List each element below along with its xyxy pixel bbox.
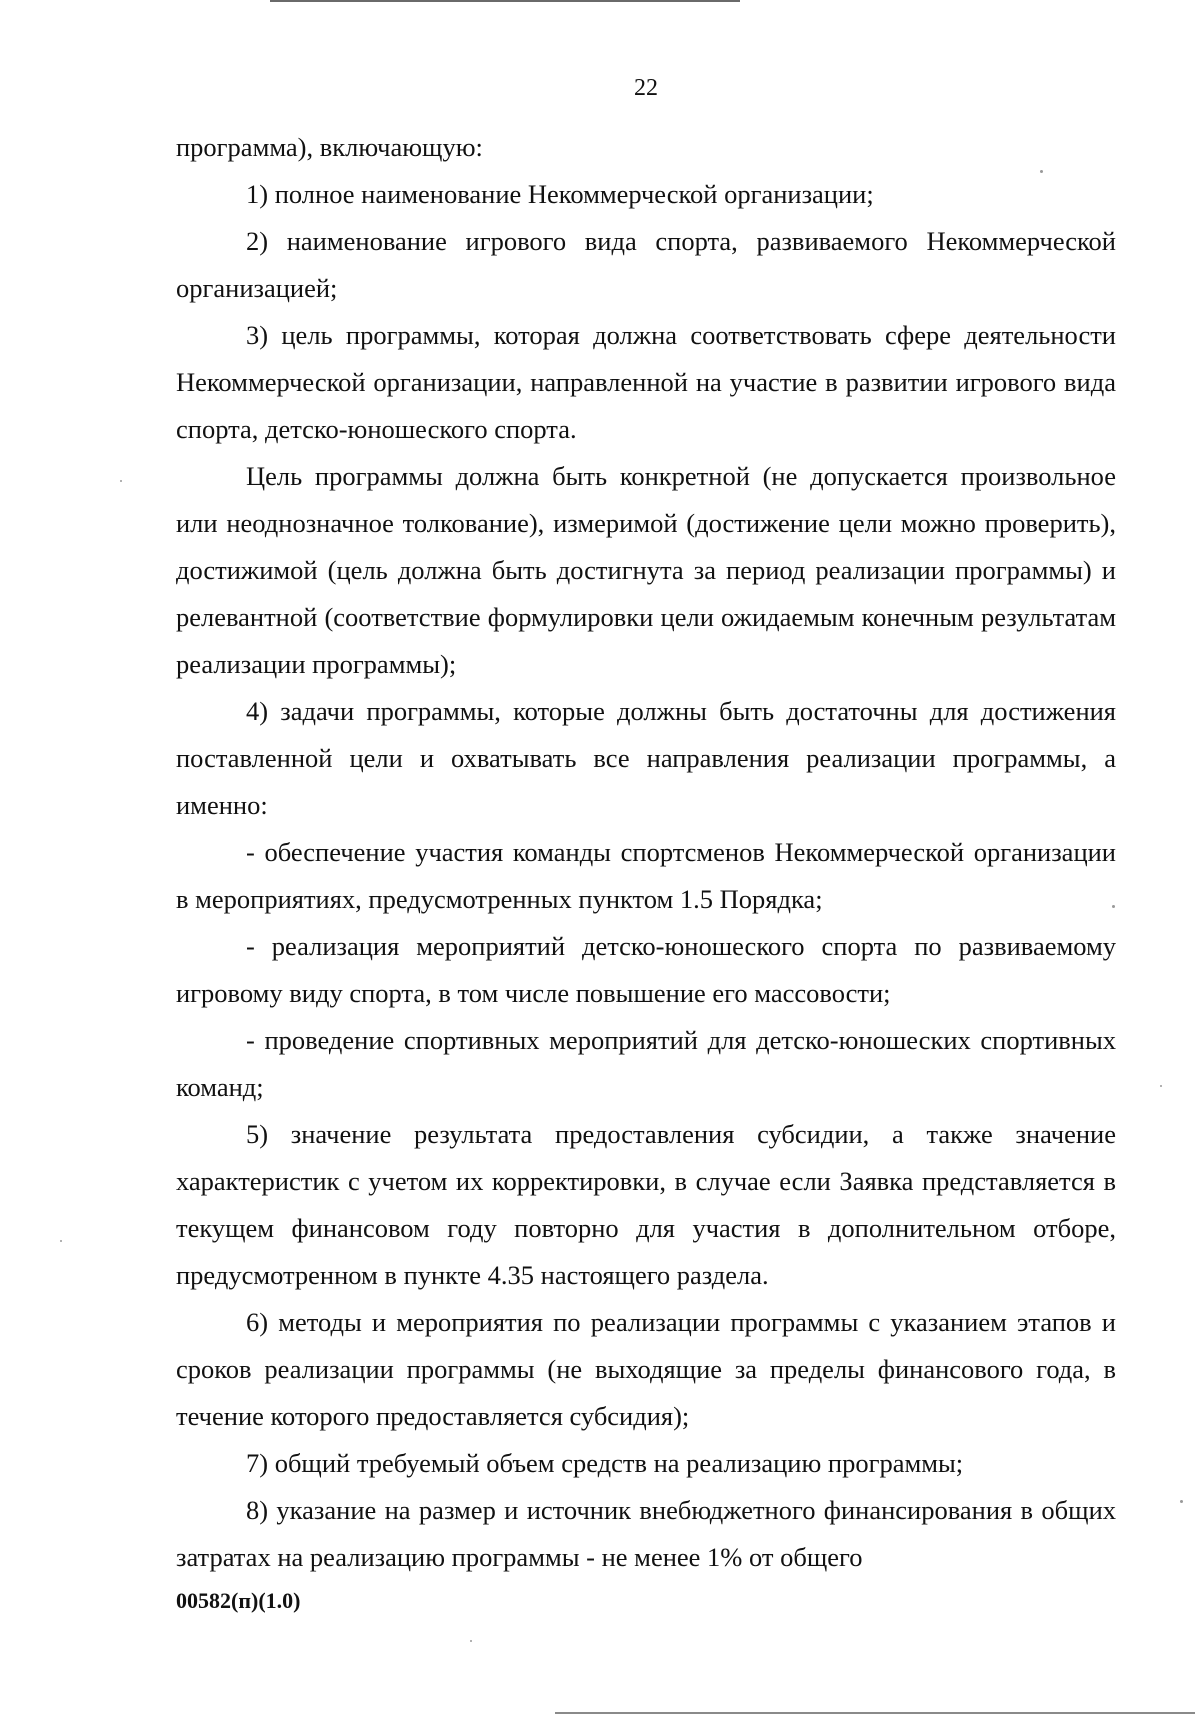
list-item-7: 7) общий требуемый объем средств на реализацию программы; [246,1448,964,1478]
list-item-4: 4) задачи программы, которые должны быть достаточны для достижения поставленной цели и охватывать все направления реализации программы, а именно: [176,696,1116,820]
sub-item-team-participation: - обеспечение участия команды спортсменов Некоммерческой организации в мероприятиях, предусмотренных пунктом 1.5 Порядка; [176,837,1116,914]
list-item-5: 5) значение результата предоставления субсидии, а также значение характеристик с учетом их корректировки, в случае если Заявка представляется в текущем финансовом году повторно для участия в дополнительном отборе, предусмотренном в пункте 4.35 настоящего раздела. [176,1119,1116,1290]
scan-speck [1112,905,1115,908]
top-border-line [270,0,740,2]
scan-speck [470,1640,472,1642]
list-item-2: 2) наименование игрового вида спорта, развиваемого Некоммерческой организацией; [176,226,1116,303]
list-item-6: 6) методы и мероприятия по реализации программы с указанием этапов и сроков реализации программы (не выходящие за пределы финансового года, в течение которого предоставляется субсидия); [176,1307,1116,1431]
list-item-1: 1) полное наименование Некоммерческой организации; [246,179,874,209]
sub-item-youth-sport: - реализация мероприятий детско-юношеского спорта по развиваемому игровому виду спорта, в том числе повышение его массовости; [176,931,1116,1008]
paragraph-intro: программа), включающую: [176,132,483,162]
document-body [176,124,1116,1581]
scan-speck [1180,1500,1183,1503]
scan-speck [60,1240,62,1242]
list-item-3: 3) цель программы, которая должна соответствовать сфере деятельности Некоммерческой организации, направленной на участие в развитии игрового вида спорта, детско-юношеского спорта. [176,320,1116,444]
bottom-border-line [555,1712,1195,1714]
list-item-8: 8) указание на размер и источник внебюджетного финансирования в общих затратах на реализацию программы - не менее 1% от общего [176,1495,1116,1572]
paragraph-goal-requirements: Цель программы должна быть конкретной (не допускается произвольное или неоднозначное толкование), измеримой (достижение цели можно проверить), достижимой (цель должна быть достигнута за период реализации программы) и релевантной (соответствие формулировки цели ожидаемым конечным результатам реализации программы); [176,461,1116,679]
page-number: 22 [634,75,658,101]
scan-speck [1160,1085,1162,1087]
scan-speck [1040,170,1043,173]
document-code: 00582(п)(1.0) [176,1588,301,1613]
sub-item-sport-events: - проведение спортивных мероприятий для детско-юношеских спортивных команд; [176,1025,1116,1102]
scan-speck [120,480,122,482]
